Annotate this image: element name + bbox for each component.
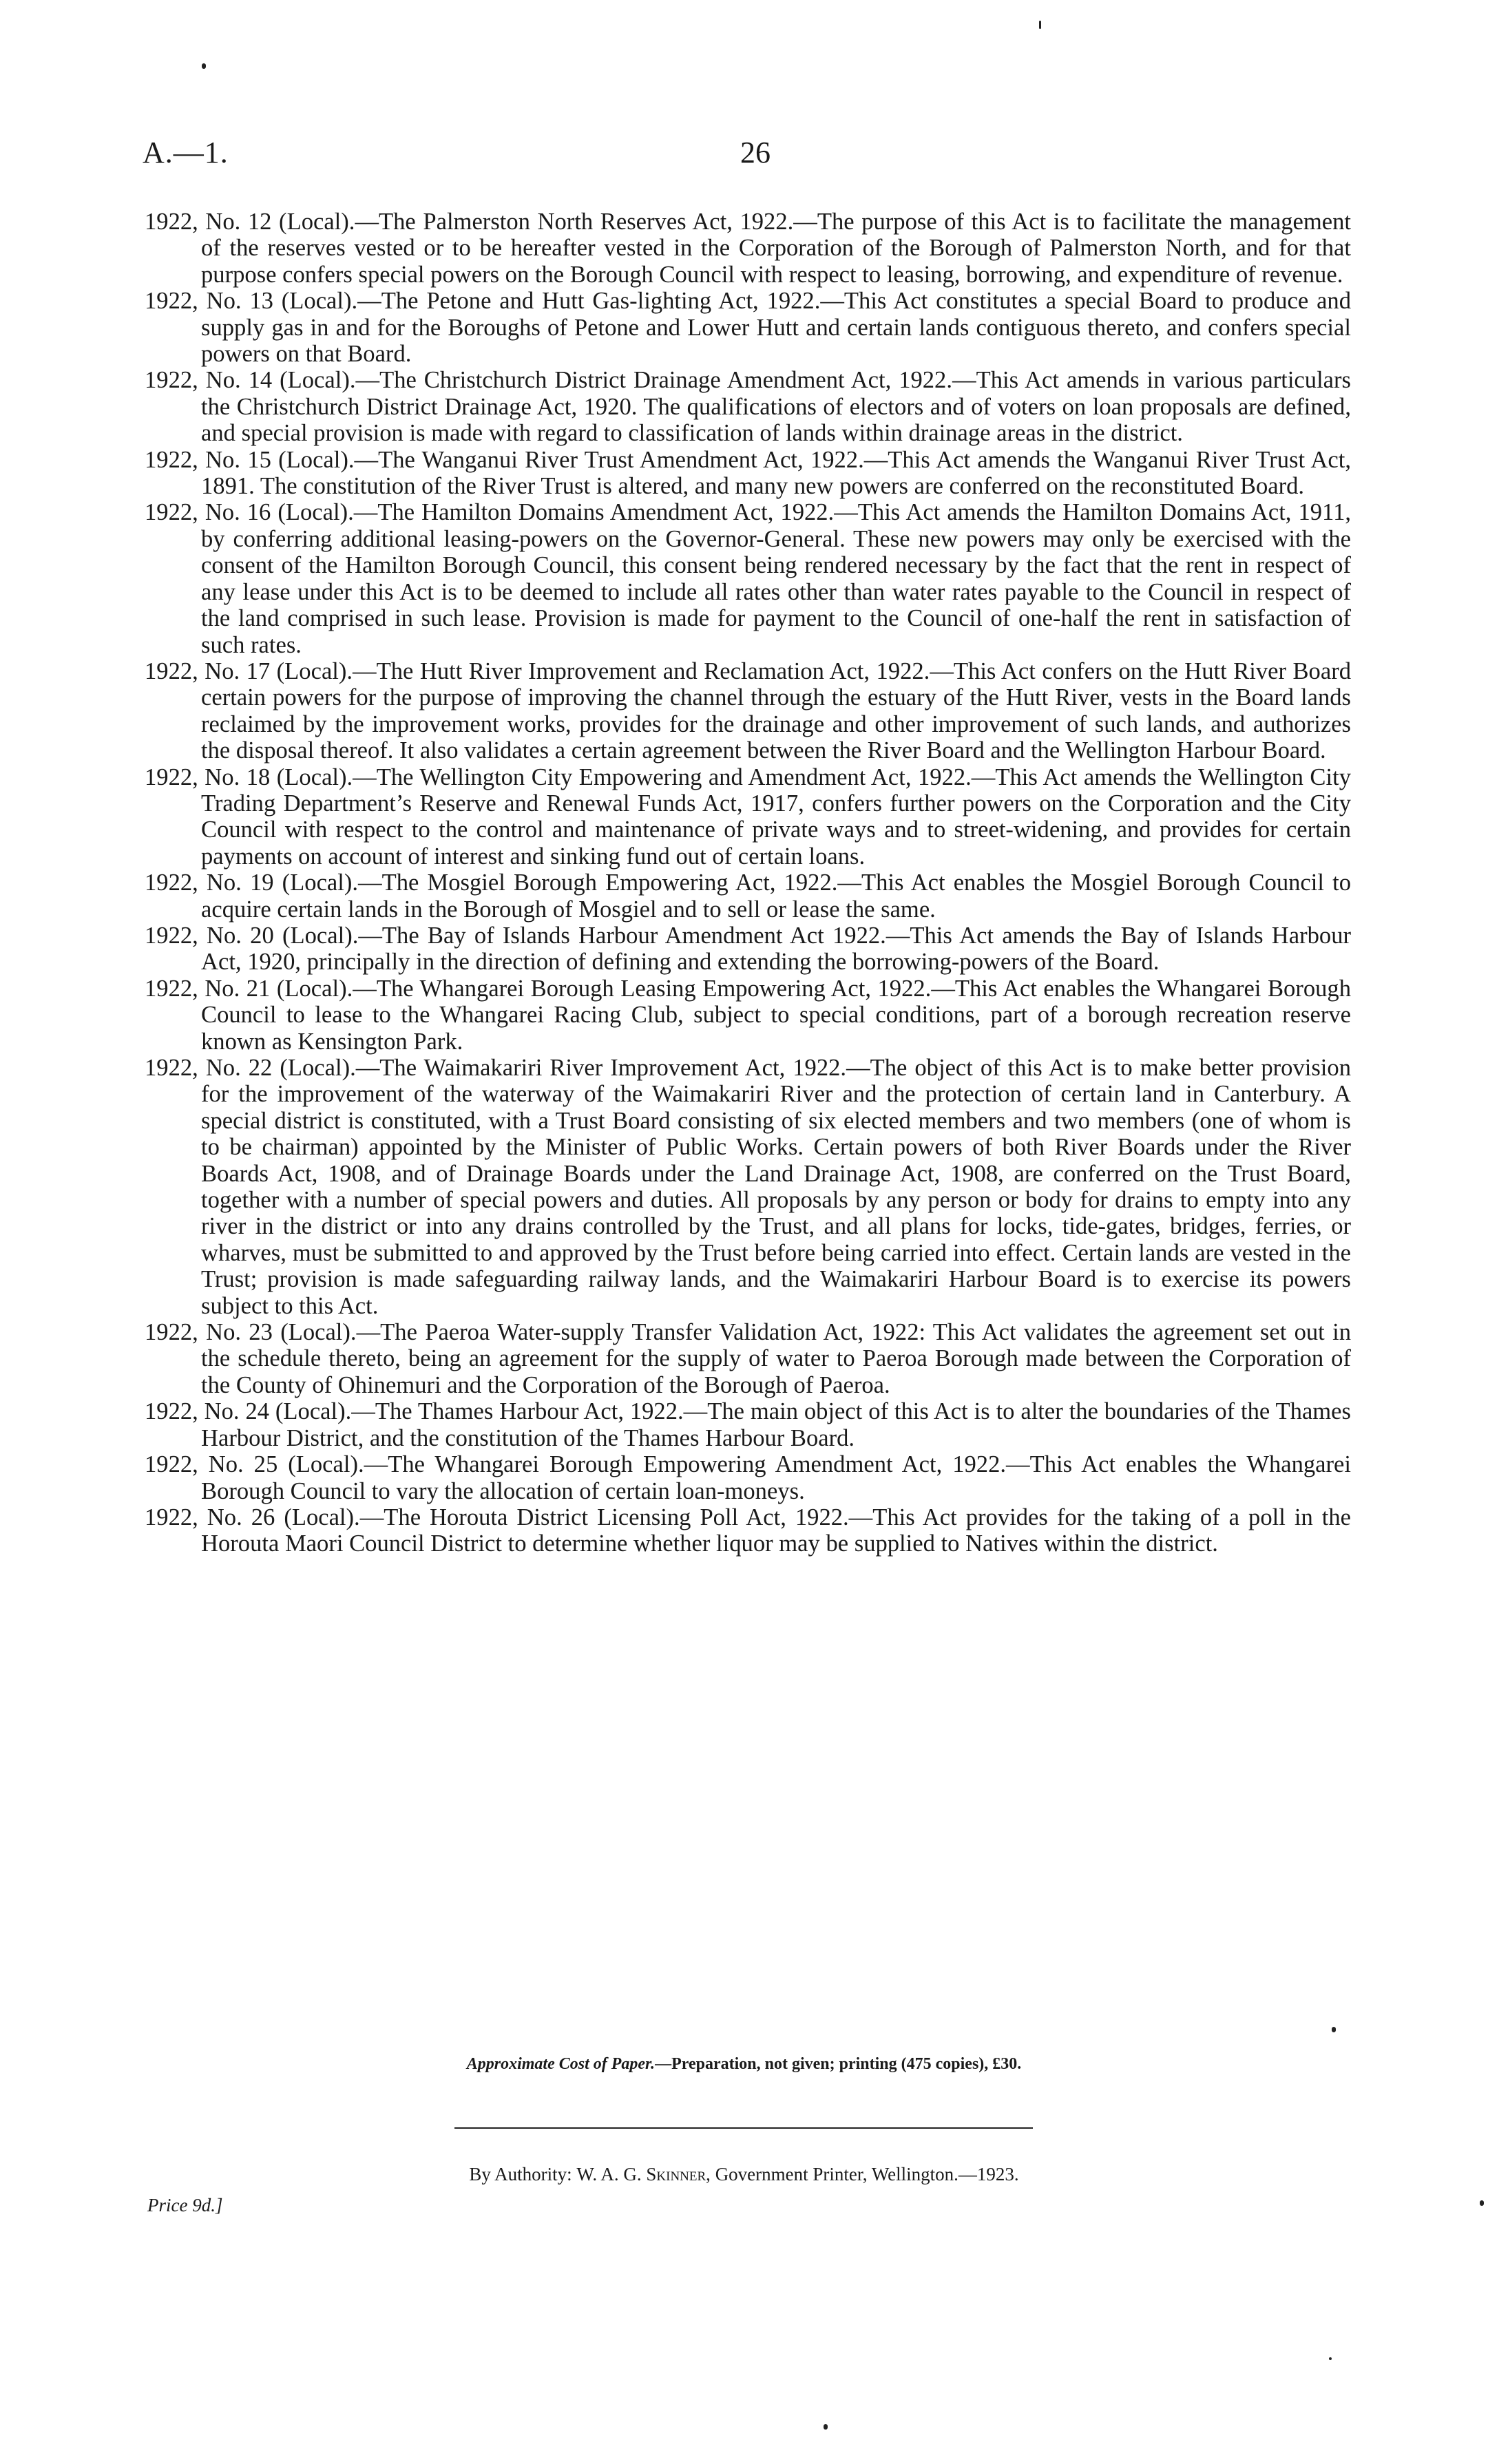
scan-speck xyxy=(824,2424,828,2430)
scan-speck xyxy=(1480,2200,1484,2206)
act-entry-25: 1922, No. 25 (Local).—The Whangarei Borough Empowering Amendment Act, 1922.—This Act enables the Whangarei Borough Council to vary the allocation of certain loan-moneys. xyxy=(145,1451,1351,1504)
act-entry-22: 1922, No. 22 (Local).—The Waimakariri River Improvement Act, 1922.—The object of this Act is to make better provision for the improvement of the waterway of the Waimakariri River and the protection of certain land in Canterbury. A special district is constituted, with a Trust Board consisting of six elected members and two members (one of whom is to be chairman) appointed by the Minister of Public Works. Certain powers of both River Boards under the River Boards Act, 1908, and of Drainage Boards under the Land Drainage Act, 1908, are conferred on the Trust Board, together with a number of special powers and duties. All proposals by any person or body for drains to empty into any river in the district or into any drains controlled by the Trust, and all plans for locks, tide-gates, bridges, ferries, or wharves, must be submitted to and approved by the Trust before being carried into effect. Certain lands are vested in the Trust; provision is made safeguarding railway lands, and the Waimakariri Harbour Board is to exercise its powers subject to this Act. xyxy=(145,1055,1351,1319)
act-entry-15: 1922, No. 15 (Local).—The Wanganui River Trust Amendment Act, 1922.—This Act amends the Wanganui River Trust Act, 1891. The constitution of the River Trust is altered, and many new powers are conferred on the reconstituted Board. xyxy=(145,446,1351,500)
printer-name: W. A. G. Skinner, xyxy=(576,2164,711,2184)
scan-speck xyxy=(1332,2027,1336,2032)
scan-speck xyxy=(202,63,206,69)
act-entry-19: 1922, No. 19 (Local).—The Mosgiel Borough Empowering Act, 1922.—This Act enables the Mosgiel Borough Council to acquire certain lands in the Borough of Mosgiel and to sell or lease the same. xyxy=(145,870,1351,923)
act-list xyxy=(145,209,1351,1557)
cost-label: Approximate Cost of Paper. xyxy=(466,2055,656,2073)
footer-divider xyxy=(454,2127,1033,2129)
act-entry-21: 1922, No. 21 (Local).—The Whangarei Borough Leasing Empowering Act, 1922.—This Act enables the Whangarei Borough Council to lease to the Whangarei Racing Club, subject to special conditions, part of a borough recreation reserve known as Kensington Park. xyxy=(145,975,1351,1055)
act-entry-23: 1922, No. 23 (Local).—The Paeroa Water-supply Transfer Validation Act, 1922: This Act validates the agreement set out in the schedule thereto, being an agreement for the supply of water to Paeroa Borough made between the Corporation of the County of Ohinemuri and the Corporation of the Borough of Paeroa. xyxy=(145,1319,1351,1398)
act-entry-18: 1922, No. 18 (Local).—The Wellington City Empowering and Amendment Act, 1922.—This Act amends the Wellington City Trading Department’s Reserve and Renewal Funds Act, 1917, confers further powers on the Corporation and the City Council with respect to the control and maintenance of private ways and to street-widening, and provides for certain payments on account of interest and sinking fund out of certain loans. xyxy=(145,764,1351,870)
authority-suffix: Government Printer, Wellington.—1923. xyxy=(715,2164,1019,2184)
act-entry-26: 1922, No. 26 (Local).—The Horouta District Licensing Poll Act, 1922.—This Act provides for the taking of a poll in the Horouta Maori Council District to determine whether liquor may be supplied to Natives within the district. xyxy=(145,1504,1351,1557)
act-entry-17: 1922, No. 17 (Local).—The Hutt River Improvement and Reclamation Act, 1922.—This Act confers on the Hutt River Board certain powers for the purpose of improving the channel through the estuary of the Hutt River, vests in the Board lands reclaimed by the improvement works, provides for the drainage and other improvement of such lands, and authorizes the disposal thereof. It also validates a certain agreement between the River Board and the Wellington Harbour Board. xyxy=(145,657,1351,764)
act-entry-20: 1922, No. 20 (Local).—The Bay of Islands Harbour Amendment Act 1922.—This Act amends the Bay of Islands Harbour Act, 1920, principally in the direction of defining and extending the borrowing-powers of the Board. xyxy=(145,922,1351,976)
page-code: A.—1. xyxy=(143,136,229,169)
page-number: 26 xyxy=(740,136,771,169)
authority-prefix: By Authority: xyxy=(469,2164,572,2184)
act-entry-24: 1922, No. 24 (Local).—The Thames Harbour Act, 1922.—The main object of this Act is to alter the boundaries of the Thames Harbour District, and the constitution of the Thames Harbour Board. xyxy=(145,1398,1351,1451)
scan-speck xyxy=(1039,21,1041,29)
price: Price 9d.] xyxy=(147,2195,223,2215)
authority-line xyxy=(0,2164,1488,2185)
cost-note xyxy=(0,2055,1488,2074)
act-entry-12: 1922, No. 12 (Local).—The Palmerston North Reserves Act, 1922.—The purpose of this Act is to facilitate the management of the reserves vested or to be hereafter vested in the Corporation of the Borough of Palmerston North, and for that purpose confers special powers on the Borough Council with respect to leasing, borrowing, and expenditure of revenue. xyxy=(145,209,1351,288)
act-entry-14: 1922, No. 14 (Local).—The Christchurch District Drainage Amendment Act, 1922.—This Act amends in various particulars the Christchurch District Drainage Act, 1920. The qualifications of electors and of voters on loan proposals are defined, and special provision is made with regard to classification of lands within drainage areas in the district. xyxy=(145,367,1351,447)
act-entry-13: 1922, No. 13 (Local).—The Petone and Hutt Gas-lighting Act, 1922.—This Act constitutes a special Board to produce and supply gas in and for the Boroughs of Petone and Lower Hutt and certain lands contiguous thereto, and confers special powers on that Board. xyxy=(145,288,1351,368)
cost-text: —Preparation, not given; printing (475 copies), £30. xyxy=(655,2055,1022,2073)
scan-speck xyxy=(1329,2357,1332,2360)
act-entry-16: 1922, No. 16 (Local).—The Hamilton Domains Amendment Act, 1922.—This Act amends the Hamilton Domains Act, 1911, by conferring additional leasing-powers on the Governor-General. These new powers may only be exercised with the consent of the Hamilton Borough Council, this consent being rendered necessary by the fact that the rent in respect of any lease under this Act is to be deemed to include all rates other than water rates payable to the Council in respect of the land comprised in such lease. Provision is made for payment to the Council of one-half the rent in satisfaction of such rates. xyxy=(145,499,1351,658)
